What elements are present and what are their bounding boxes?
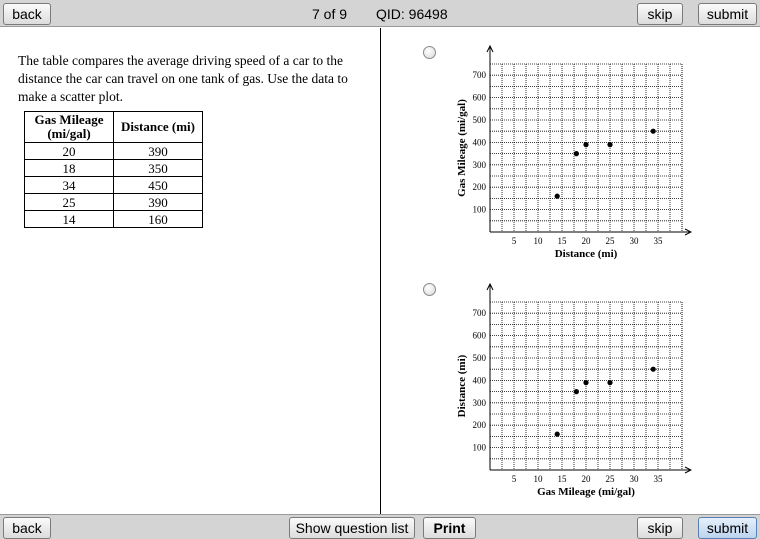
y-tick-label: 600 (472, 330, 486, 341)
table-cell: 14 (25, 211, 114, 228)
x-tick-label: 20 (581, 236, 591, 246)
y-tick-label: 100 (472, 442, 486, 453)
answer-choice-a-scatter-plot (452, 42, 692, 267)
x-tick-label: 10 (533, 236, 543, 246)
x-tick-label: 30 (629, 236, 639, 246)
data-point (555, 194, 560, 199)
y-tick-label: 400 (472, 137, 486, 148)
question-id: QID: 96498 (376, 6, 448, 22)
data-point (607, 380, 612, 385)
top-toolbar (0, 0, 760, 27)
x-axis-label: Gas Mileage (mi/gal) (537, 486, 635, 498)
submit-button[interactable]: submit (698, 3, 757, 25)
table-header-cell: Distance (mi) (114, 112, 203, 143)
answer-choice-a-radio[interactable] (423, 46, 436, 59)
x-tick-label: 30 (629, 474, 639, 484)
data-point (574, 389, 579, 394)
table-row (25, 211, 203, 228)
table-row (25, 194, 203, 211)
x-axis-label: Distance (mi) (554, 248, 618, 260)
y-tick-label: 500 (472, 353, 486, 363)
y-tick-label: 400 (472, 375, 486, 386)
data-point (583, 142, 588, 147)
y-tick-label: 600 (472, 92, 486, 103)
y-tick-label: 200 (472, 420, 486, 431)
x-tick-label: 25 (605, 236, 615, 246)
y-tick-label: 300 (472, 397, 486, 408)
pane-divider (380, 28, 381, 514)
x-tick-label: 25 (605, 474, 615, 484)
table-cell: 390 (114, 143, 203, 160)
x-tick-label: 20 (581, 474, 591, 484)
table-cell: 390 (114, 194, 203, 211)
question-text: The table compares the average driving speed of a car to the distance the car can travel on one tank of gas. Use the data to make a scatter plot. (18, 53, 348, 104)
submit-button-bottom[interactable]: submit (698, 517, 757, 539)
table-cell: 25 (25, 194, 114, 211)
back-button-bottom[interactable]: back (3, 517, 51, 539)
bottom-toolbar (0, 514, 760, 539)
y-tick-label: 300 (472, 159, 486, 170)
y-tick-label: 700 (472, 308, 486, 319)
x-tick-label: 5 (511, 474, 517, 484)
table-cell: 34 (25, 177, 114, 194)
skip-button[interactable]: skip (637, 3, 683, 25)
back-button[interactable]: back (3, 3, 51, 25)
table-cell: 450 (114, 177, 203, 194)
table-cell: 20 (25, 143, 114, 160)
answer-choice-b-radio[interactable] (423, 283, 436, 296)
y-tick-label: 500 (472, 115, 486, 125)
data-point (607, 142, 612, 147)
table-header-cell: Gas Mileage (mi/gal) (25, 112, 114, 143)
data-point (651, 129, 656, 134)
table-cell: 18 (25, 160, 114, 177)
x-tick-label: 5 (511, 236, 517, 246)
question-progress: 7 of 9 (312, 6, 348, 22)
table-row (25, 160, 203, 177)
table-cell: 160 (114, 211, 203, 228)
y-axis-label: Gas Mileage (mi/gal) (456, 99, 468, 197)
x-tick-label: 35 (653, 474, 663, 484)
x-tick-label: 15 (557, 236, 567, 246)
table-row (25, 177, 203, 194)
y-axis-label: Distance (mi) (456, 354, 468, 418)
table-row (25, 143, 203, 160)
show-question-list-button[interactable]: Show question list (289, 517, 415, 539)
data-table (24, 111, 203, 228)
x-tick-label: 10 (533, 474, 543, 484)
x-tick-label: 15 (557, 474, 567, 484)
y-tick-label: 700 (472, 70, 486, 81)
y-tick-label: 100 (472, 204, 486, 215)
data-point (574, 151, 579, 156)
x-tick-label: 35 (653, 236, 663, 246)
data-point (583, 380, 588, 385)
answer-choice-b-scatter-plot (452, 280, 692, 505)
y-tick-label: 200 (472, 182, 486, 193)
print-button[interactable]: Print (423, 517, 476, 539)
data-point (651, 367, 656, 372)
table-cell: 350 (114, 160, 203, 177)
data-point (555, 432, 560, 437)
table-header-row (25, 112, 203, 143)
skip-button-bottom[interactable]: skip (637, 517, 683, 539)
